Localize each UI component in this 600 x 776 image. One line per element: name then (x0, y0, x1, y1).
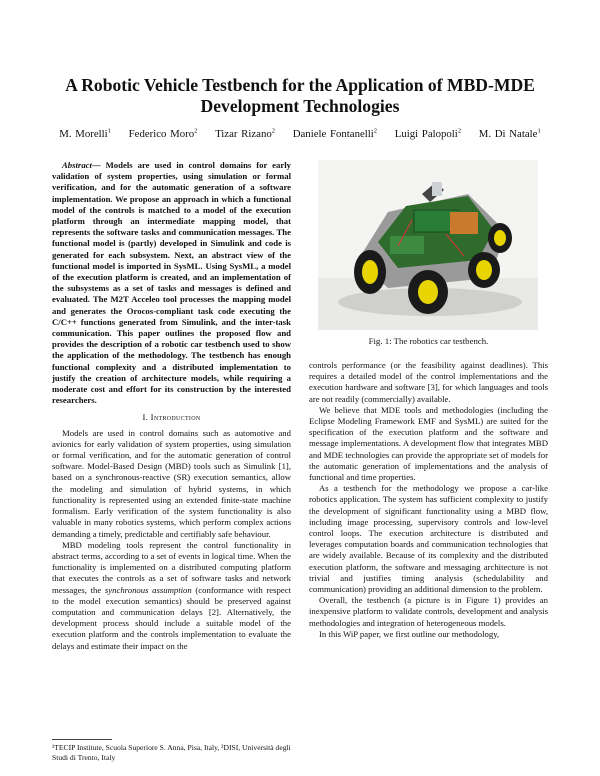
author: M. Di Natale$^1$ (478, 127, 541, 140)
figure-caption: Fig. 1: The robotics car testbench. (368, 336, 489, 346)
author: Federico Moro$^2$ (128, 127, 198, 140)
intro-paragraph: Overall, the testbench (a picture is in Figure 1) provides an inexpensive platform to validate controls, development and analysis methodologies and integration of heterogeneous models. (309, 595, 548, 628)
footnote-rule (52, 739, 112, 740)
intro-paragraph: As a testbench for the methodology we propose a car-like robotics application. The system has sufficient complexity to justify the development of significant functionality using a MBD flow, including image processing, supervisory controls and low-level control loops. The execution architecture is distributed and leverages computation boards and communication technologies that are widely available. Because of its complexity and the distributed execution platform, the software and messaging architecture is not trivial and justifies timing analysis (schedulability and communication) providing an additional dimension to the problem. (309, 483, 548, 595)
robotic-car-photo (318, 160, 538, 330)
intro-paragraph: MBD modeling tools represent the control functionality in abstract terms, according to a set of events in logical time. When the functionality is implemented on a distributed computing platform that executes the controls as a set of software tasks and network messages, the synchronous assumption (conformance with respect to the model execution semantics) should be preserved against computation and communication delays [2]. Alternatively, the development process should include a suitable model of the execution platform and the controls implementation to evaluate the delays and estimate their impact on the (52, 539, 291, 651)
author-list (30, 124, 570, 141)
left-column (52, 160, 291, 652)
abstract: Abstract— Models are used in control domains for early validation of system properties, using simulation or formal verification, and for the automatic generation of a software implementation. We propose an approach in which a functional model of the controls is matched to a model of the execution platform through an intermediate mapping model, that represents the software tasks and communication messages. The functional model is (partly) developed in Simulink and code is generated for each subsystem. Next, an abstract view of the functional model is imported in SysML. Using SysML, a model of the execution platform is created, and an implementation of the subsystems as a set of tasks and messages is defined and evaluated. The M2T Acceleo tool processes the mapping model and generates the Orocos-compliant task code executing the C/C++ functions generated from Simulink, and the inter-task communication. This paper outlines the proposed flow and provides the description of a robotic car testbench used to show the application of the methodology. The testbench has enough functional complexity and a distributed implementation to justify the creation of architecture models, while requiring a moderate cost and effort for its construction by the interested researchers. (52, 160, 291, 406)
intro-paragraph: Models are used in control domains such as automotive and avionics for early validation of system properties, using simulation or formal verification, and for the automatic generation of control software. Model-Based Design (MBD) tools such as Simulink [1], based on a synchronous-reactive (SR) execution semantics, allow the modeling and simulation of hybrid systems, in which functionality is represented using an extended finite-state machine formalism. Early verification of the system functionality is also valuable in many robotics systems, which perform complex actions demanding a timely, predictable and certifiably safe behaviour. (52, 427, 291, 539)
author: Tizar Rizano$^2$ (215, 127, 275, 140)
author: M. Morelli$^1$ (59, 127, 111, 140)
affiliation-footnote: ¹TECIP Institute, Scuola Superiore S. Anna, Pisa, Italy, ²DISI, Università degli Studi di Trento, Italy (52, 743, 291, 762)
intro-paragraph: controls performance (or the feasibility against deadlines). This requires a detailed model of the control implementations and the execution hardware and software [3], for which languages and tools are not readily (commercially) available. (309, 360, 548, 404)
paper-title: A Robotic Vehicle Testbench for the Application of MBD-MDE Development Technologies (65, 75, 535, 116)
author: Daniele Fontanelli$^2$ (292, 127, 378, 140)
intro-paragraph: In this WiP paper, we first outline our methodology, (319, 628, 500, 639)
intro-paragraph: We believe that MDE tools and methodologies (including the Eclipse Modeling Framework EMF and SysML) are suited for the specification of the execution platform and the software and message implementations. A development flow that integrates MBD and MDE technologies can provide the appropriate set of models for the automatic generation of implementations and the analysis of functional and time properties. (309, 404, 548, 483)
section-heading-introduction: I. Introduction (142, 412, 201, 423)
right-column (309, 360, 548, 640)
author: Luigi Palopoli$^2$ (394, 127, 462, 140)
